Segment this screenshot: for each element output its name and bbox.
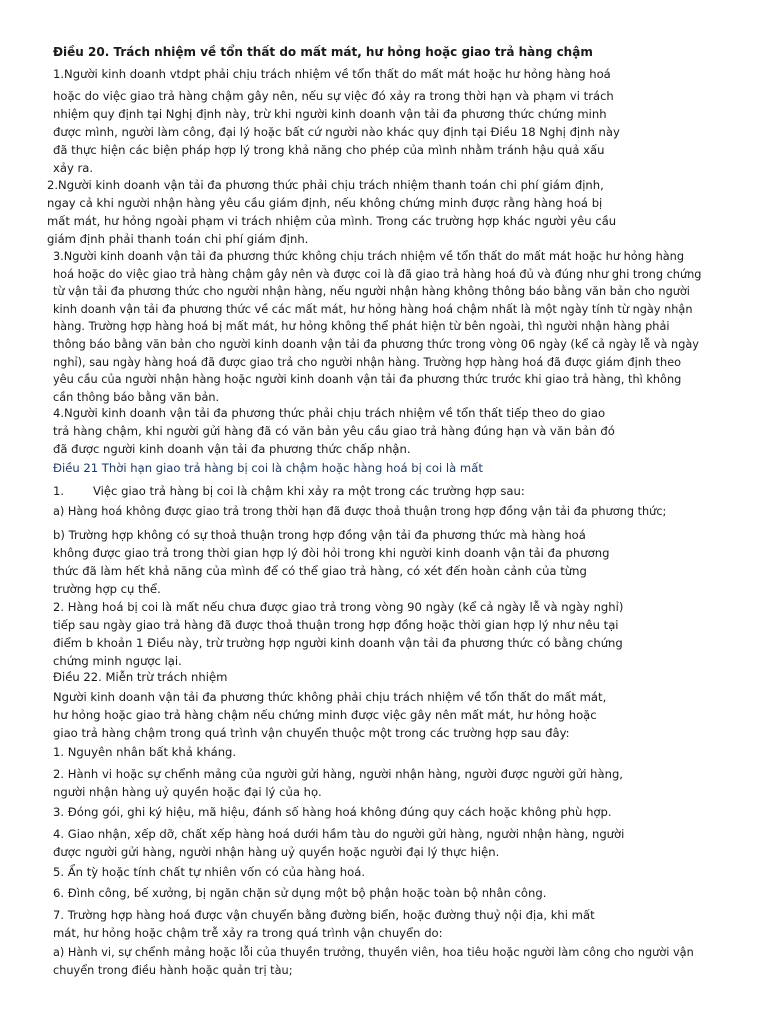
article-20-paragraph-2 [47,176,616,248]
article-21-item-1 [53,482,525,500]
text-line: 3. Đóng gói, ghi ký hiệu, mã hiệu, đánh số hàng hoá không đúng quy cách hoặc không phù hợp. [53,805,612,819]
article-21-title [53,459,483,477]
text-line: hoặc do việc giao trả hàng chậm gây nên, nếu sự việc đó xảy ra trong thời hạn và phạm vi trách [53,89,614,103]
text-line: thức đã làm hết khả năng của mình để có thể giao trả hàng, có xét đến hoàn cảnh của từng [53,564,587,578]
text-line: xảy ra. [53,161,94,175]
text-line: 7. Trường hợp hàng hoá được vận chuyển bằng đường biển, hoặc đường thuỷ nội địa, khi mất [53,908,595,922]
text-line: hư hỏng hoặc giao trả hàng chậm nếu chứng minh được việc gây nên mất mát, hư hỏng hoặc [53,708,597,722]
text-line: kinh doanh vận tải đa phương thức về các mất mát, hư hỏng hàng hoá chậm nhất là một ngày tính từ ngày nhận [53,302,693,316]
text-line: 2.Người kinh doanh vận tải đa phương thức phải chịu trách nhiệm thanh toán chi phí giám định, [47,178,604,192]
text-line: 3.Người kinh doanh vận tải đa phương thức không chịu trách nhiệm về tổn thất do mất mát hoặc hư hỏng hàng [53,250,684,263]
text-line: hoá hoặc do việc giao trả hàng chậm gây nên và được coi là đã giao trả hàng hoá đủ và đúng như ghi trong chứng [53,267,702,281]
text-line: giao trả hàng chậm trong quá trình vận chuyển thuộc một trong các trường hợp sau đây: [53,726,570,740]
text-line: 1. Nguyên nhân bất khả kháng. [53,745,237,759]
text-line: giám định phải thanh toán chi phí giám định. [47,232,309,246]
text-line: a) Hành vi, sự chểnh mảng hoặc lỗi của thuyền trưởng, thuyền viên, hoa tiêu hoặc người làm công cho người vận [53,946,694,959]
article-22-title-text: Điều 22. Miễn trừ trách nhiệm [53,670,228,684]
article-20-title [53,43,593,61]
text-line: 4.Người kinh doanh vận tải đa phương thức phải chịu trách nhiệm về tổn thất tiếp theo do giao [53,406,606,420]
article-22-item-2 [53,765,623,801]
text-line: người nhận hàng uỷ quyền hoặc đại lý của họ. [53,785,322,799]
article-20-paragraph-4 [53,404,615,458]
article-20-paragraph-1-cont [53,87,620,177]
text-line: b) Trường hợp không có sự thoả thuận trong hợp đồng vận tải đa phương thức mà hàng hoá [53,528,586,542]
text-line [53,482,525,500]
text-line: không được giao trả trong thời gian hợp lý đòi hỏi trong khi người kinh doanh vận tải đa phương [53,546,610,560]
article-22-item-6 [53,884,546,902]
text-line: đã được người kinh doanh vận tải đa phương thức chấp nhận. [53,442,411,456]
article-20-paragraph-1 [53,65,611,83]
article-21-item-2 [53,598,623,670]
article-22-item-3 [53,803,612,821]
article-20-title-text: Điều 20. Trách nhiệm về tổn thất do mất mát, hư hỏng hoặc giao trả hàng chậm [53,45,593,59]
article-22-title [53,668,227,686]
text-line: 4. Giao nhận, xếp dỡ, chất xếp hàng hoá dưới hầm tàu do người gửi hàng, người nhận hàng, người [53,827,625,841]
article-21-title-text: Điều 21 Thời hạn giao trả hàng bị coi là chậm hoặc hàng hoá bị coi là mất [53,461,483,475]
text-line: 2. Hành vi hoặc sự chểnh mảng của người gửi hàng, người nhận hàng, người được người gửi hàng, [53,767,623,781]
text-line: tiếp sau ngày giao trả hàng đã được thoả thuận trong hợp đồng hoặc thời gian hợp lý như nêu tại [53,618,619,632]
text-line: 6. Đình công, bế xưởng, bị ngăn chặn sử dụng một bộ phận hoặc toàn bộ nhân công. [53,886,547,900]
text-line: được mình, người làm công, đại lý hoặc bất cứ người nào khác quy định tại Điều 18 Nghị định này [53,125,620,139]
text-line: đã thực hiện các biện pháp hợp lý trong khả năng cho phép của mình nhằm tránh hậu quả xấu [53,143,605,157]
text-line: a) Hàng hoá không được giao trả trong thời hạn đã được thoả thuận trong hợp đồng vận tải đa phương thức; [53,505,667,518]
text-line: nghỉ), sau ngày hàng hoá đã được giao trả cho người nhận hàng. Trường hợp hàng hoá đã được giám định theo [53,355,682,369]
text-line: chứng minh ngược lại. [53,654,182,668]
text-line: trả hàng chậm, khi người gửi hàng đã có văn bản yêu cầu giao trả hàng đúng hạn và văn bản đó [53,424,615,438]
text-line: điểm b khoản 1 Điều này, trừ trường hợp người kinh doanh vận tải đa phương thức có bằng chứng [53,636,623,650]
text-line: nhiệm quy định tại Nghị định này, trừ khi người kinh doanh vận tải đa phương thức chứng minh [53,107,607,121]
article-22-item-1 [53,743,236,761]
text-line: mát, hư hỏng hoặc chậm trễ xảy ra trong quá trình vận chuyển do: [53,926,443,940]
item-number: 1. [53,484,65,498]
text-line: mất mát, hư hỏng ngoài phạm vi trách nhiệm của mình. Trong các trường hợp khác người yêu cầu [47,214,617,228]
text-line: được người gửi hàng, người nhận hàng uỷ quyền hoặc người đại lý thực hiện. [53,845,500,859]
text-line: 5. Ẩn tỳ hoặc tính chất tự nhiên vốn có của hàng hoá. [53,865,366,879]
text-line: Người kinh doanh vận tải đa phương thức không phải chịu trách nhiệm về tổn thất do mất mát, [53,690,607,704]
text-line: 2. Hàng hoá bị coi là mất nếu chưa được giao trả trong vòng 90 ngày (kể cả ngày lễ và ngày nghỉ) [53,600,624,614]
text-line: chuyển trong điều hành hoặc quản trị tàu; [53,964,293,977]
text-line: hàng. Trường hợp hàng hoá bị mất mát, hư hỏng không thể phát hiện từ bên ngoài, thì người nhận hàng phải [53,320,670,334]
item-text: Việc giao trả hàng bị coi là chậm khi xảy ra một trong các trường hợp sau: [93,484,525,498]
article-22-intro [53,688,606,742]
article-21-item-a [53,503,666,521]
text-line: 1.Người kinh doanh vtdpt phải chịu trách nhiệm về tổn thất do mất mát hoặc hư hỏng hàng hoá [53,67,611,81]
text-line: thông báo bằng văn bản cho người kinh doanh vận tải đa phương thức trong vòng 06 ngày (kể cả ngày lễ và ngày [53,337,699,351]
article-20-paragraph-3 [53,248,701,406]
article-22-item-7a [53,944,694,980]
article-22-item-7 [53,906,595,942]
text-line: từ vận tải đa phương thức cho người nhận hàng, nếu người nhận hàng không thông báo bằng văn bản cho người [53,285,690,299]
article-21-item-b [53,526,609,598]
text-line: yêu cầu của người nhận hàng hoặc người kinh doanh vận tải đa phương thức trước khi giao trả hàng, thì không [53,373,682,387]
article-22-item-4 [53,825,624,861]
text-line: trường hợp cụ thể. [53,582,161,596]
article-22-item-5 [53,863,365,881]
text-line: cần thông báo bằng văn bản. [53,390,220,404]
text-line: ngay cả khi người nhận hàng yêu cầu giám định, nếu không chứng minh được rằng hàng hoá bị [47,196,603,210]
